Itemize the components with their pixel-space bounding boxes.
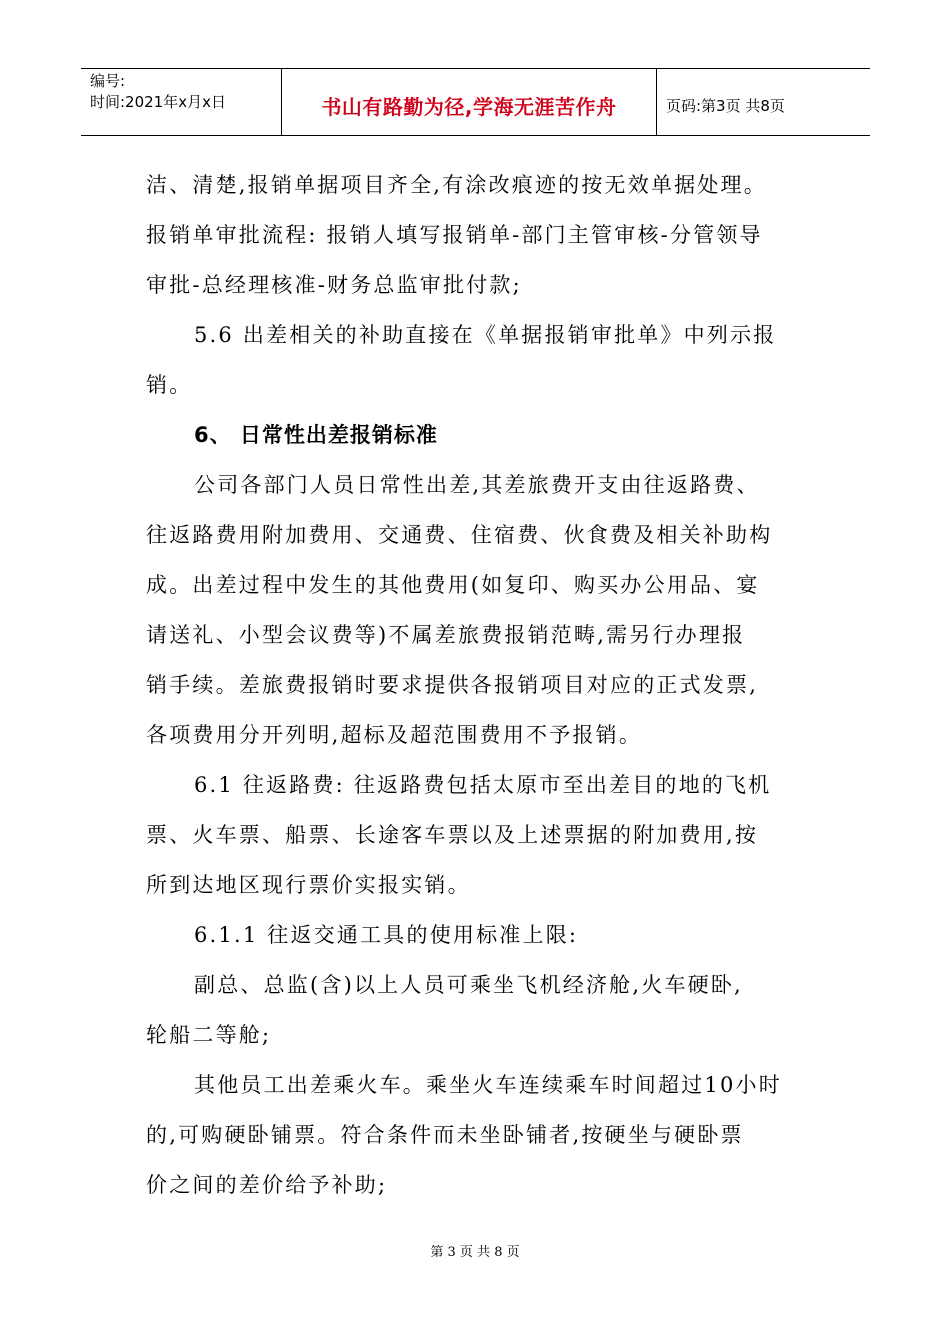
page-footer: 第 3 页 共 8 页 xyxy=(430,1245,520,1260)
page-header xyxy=(81,68,870,136)
body-line-8: 往返路费用附加费用、交通费、住宿费、伙食费及相关补助构 xyxy=(146,523,773,547)
body-line-9: 成。出差过程中发生的其他费用(如复印、购买办公用品、宴 xyxy=(146,573,760,597)
document-number-label: 编号: xyxy=(90,72,126,90)
body-line-4: 5.6 出差相关的补助直接在《单据报销审批单》中列示报 xyxy=(194,323,777,347)
document-body xyxy=(146,160,814,1210)
body-line-19: 其他员工出差乘火车。乘坐火车连续乘车时间超过10小时 xyxy=(194,1073,782,1097)
body-line-11: 销手续。差旅费报销时要求提供各报销项目对应的正式发票, xyxy=(146,673,759,697)
body-line-20: 的,可购硬卧铺票。符合条件而未坐卧铺者,按硬坐与硬卧票 xyxy=(146,1123,744,1147)
body-line-18: 轮船二等舱; xyxy=(146,1023,272,1047)
body-line-10: 请送礼、小型会议费等)不属差旅费报销范畴,需另行办理报 xyxy=(146,623,746,647)
body-line-14: 票、火车票、船票、长途客车票以及上述票据的附加费用,按 xyxy=(146,823,759,847)
body-line-1: 洁、清楚,报销单据项目齐全,有涂改痕迹的按无效单据处理。 xyxy=(146,173,767,197)
body-line-17: 副总、总监(含)以上人员可乘坐飞机经济舱,火车硬卧, xyxy=(194,973,743,997)
body-line-16: 6.1.1 往返交通工具的使用标准上限: xyxy=(194,923,579,947)
body-line-7: 公司各部门人员日常性出差,其差旅费开支由往返路费、 xyxy=(194,473,760,497)
body-line-5: 销。 xyxy=(146,373,193,397)
section-heading-6: 6、 日常性出差报销标准 xyxy=(194,423,438,447)
body-line-3: 审批-总经理核准-财务总监审批付款; xyxy=(146,273,522,297)
body-line-21: 价之间的差价给予补助; xyxy=(146,1173,388,1197)
body-line-15: 所到达地区现行票价实报实销。 xyxy=(146,873,471,897)
body-line-13: 6.1 往返路费: 往返路费包括太原市至出差目的地的飞机 xyxy=(194,773,772,797)
header-page-info: 页码:第3页 共8页 xyxy=(666,96,785,115)
body-line-2: 报销单审批流程: 报销人填写报销单-部门主管审核-分管领导 xyxy=(146,223,763,247)
document-date: 时间:2021年x月x日 xyxy=(90,93,226,111)
header-motto: 书山有路勤为径,学海无涯苦作舟 xyxy=(282,69,657,135)
header-meta xyxy=(81,69,282,135)
body-line-12: 各项费用分开列明,超标及超范围费用不予报销。 xyxy=(146,723,643,747)
